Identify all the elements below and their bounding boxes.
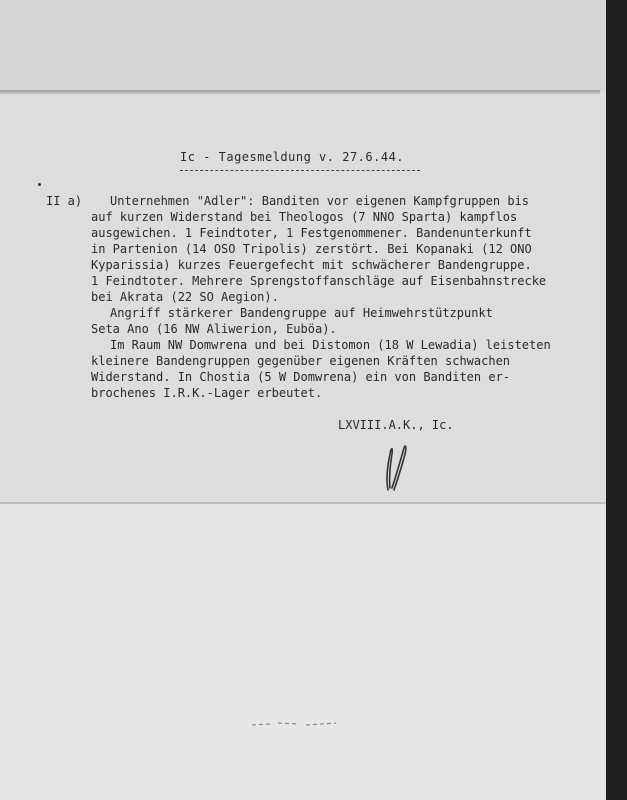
scanner-right-edge: [606, 0, 627, 800]
body-line: brochenes I.R.K.-Lager erbeutet.: [91, 386, 323, 400]
handwritten-signature: [380, 440, 410, 494]
paper-smudge: [250, 720, 340, 728]
document-title: Ic - Tagesmeldung v. 27.6.44.: [180, 150, 405, 164]
body-line: kleinere Bandengruppen gegenüber eigenen Kräften schwachen: [91, 354, 511, 368]
title-underline: [180, 170, 420, 171]
body-line: in Partenion (14 OSO Tripolis) zerstört. Bei Kopanaki (12 ONO: [91, 242, 532, 256]
body-line: Seta Ano (16 NW Aliwerion, Euböa).: [91, 322, 337, 336]
body-line: Im Raum NW Domwrena und bei Distomon (18 W Lewadia) leisteten: [110, 338, 551, 352]
body-line: Angriff stärkerer Bandengruppe auf Heimwehrstützpunkt: [110, 306, 493, 320]
signature-block: LXVIII.A.K., Ic.: [338, 418, 454, 432]
section-label: II a): [46, 194, 83, 208]
body-line: bei Akrata (22 SO Aegion).: [91, 290, 279, 304]
body-line: 1 Feindtoter. Mehrere Sprengstoffanschläge auf Eisenbahnstrecke: [91, 274, 547, 288]
body-line: auf kurzen Widerstand bei Theologos (7 NNO Sparta) kampflos: [91, 210, 518, 224]
body-line: Unternehmen "Adler": Banditen vor eigenen Kampfgruppen bis: [110, 194, 530, 208]
body-line: ausgewichen. 1 Feindtoter, 1 Festgenommener. Bandenunterkunft: [91, 226, 532, 240]
body-line: Kyparissia) kurzes Feuergefecht mit schwächerer Bandengruppe.: [91, 258, 532, 272]
body-line: Widerstand. In Chostia (5 W Domwrena) ein von Banditen er-: [91, 370, 511, 384]
top-paper-strip: [0, 0, 627, 92]
bullet-dot: [38, 183, 41, 186]
lower-sheet: [0, 504, 605, 800]
